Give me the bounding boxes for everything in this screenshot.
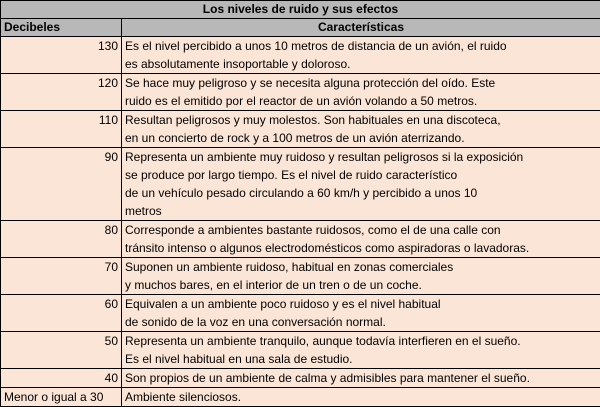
decibel-value: 130 bbox=[1, 37, 122, 74]
description-line: Es el nivel percibido a unos 10 metros de distancia de un avión, el ruido bbox=[125, 37, 597, 55]
decibel-value: 50 bbox=[1, 332, 122, 369]
description-line: Se hace muy peligroso y se necesita alguna protección del oído. Este bbox=[125, 74, 597, 92]
characteristic-description bbox=[122, 37, 600, 74]
description-line: Representa un ambiente tranquilo, aunque todavía interfieren en el sueño. bbox=[125, 332, 597, 350]
table-row bbox=[1, 332, 600, 369]
decibel-value: 120 bbox=[1, 74, 122, 111]
title-row bbox=[1, 1, 600, 19]
description-line: Representa un ambiente muy ruidoso y resultan peligrosos si la exposición bbox=[125, 148, 597, 166]
table-row bbox=[1, 221, 600, 258]
table-row bbox=[1, 295, 600, 332]
header-characteristics: Características bbox=[122, 19, 600, 37]
description-line: en un concierto de rock y a 100 metros de un avión aterrizando. bbox=[125, 129, 597, 147]
description-line: Equivalen a un ambiente poco ruidoso y es el nivel habitual bbox=[125, 295, 597, 313]
description-line: y muchos bares, en el interior de un tren o de un coche. bbox=[125, 276, 597, 294]
characteristic-description bbox=[122, 369, 600, 388]
table-row bbox=[1, 258, 600, 295]
characteristic-description bbox=[122, 295, 600, 332]
characteristic-description bbox=[122, 388, 600, 407]
header-row bbox=[1, 19, 600, 37]
decibel-value: 90 bbox=[1, 148, 122, 221]
decibel-value: 70 bbox=[1, 258, 122, 295]
header-decibels: Decibeles bbox=[1, 19, 122, 37]
table-row bbox=[1, 369, 600, 388]
decibel-value: 110 bbox=[1, 111, 122, 148]
description-line: Ambiente silenciosos. bbox=[125, 388, 597, 406]
description-line: se produce por largo tiempo. Es el nivel de ruido característico bbox=[125, 166, 597, 184]
table-row bbox=[1, 37, 600, 74]
description-line: Son propios de un ambiente de calma y admisibles para mantener el sueño. bbox=[125, 369, 597, 387]
description-line: tránsito intenso o algunos electrodomésticos como aspiradoras o lavadoras. bbox=[125, 239, 597, 257]
characteristic-description bbox=[122, 221, 600, 258]
description-line: ruido es el emitido por el reactor de un avión volando a 50 metros. bbox=[125, 92, 597, 110]
characteristic-description bbox=[122, 148, 600, 221]
characteristic-description bbox=[122, 74, 600, 111]
table-row bbox=[1, 74, 600, 111]
description-line: Es el nivel habitual en una sala de estudio. bbox=[125, 350, 597, 368]
table-row bbox=[1, 388, 600, 407]
description-line: de un vehículo pesado circulando a 60 km/h y percibido a unos 10 bbox=[125, 184, 597, 202]
table-body bbox=[1, 37, 600, 407]
table-row bbox=[1, 111, 600, 148]
decibel-value: 60 bbox=[1, 295, 122, 332]
description-line: de sonido de la voz en una conversación normal. bbox=[125, 313, 597, 331]
description-line: Corresponde a ambientes bastante ruidosos, como el de una calle con bbox=[125, 221, 597, 239]
table-title: Los niveles de ruido y sus efectos bbox=[1, 1, 600, 19]
table-row bbox=[1, 148, 600, 221]
description-line: metros bbox=[125, 202, 597, 220]
decibel-value: 80 bbox=[1, 221, 122, 258]
description-line: Resultan peligrosos y muy molestos. Son habituales en una discoteca, bbox=[125, 111, 597, 129]
description-line: Suponen un ambiente ruidoso, habitual en zonas comerciales bbox=[125, 258, 597, 276]
characteristic-description bbox=[122, 111, 600, 148]
decibel-value: 40 bbox=[1, 369, 122, 388]
characteristic-description bbox=[122, 332, 600, 369]
decibel-value: Menor o igual a 30 bbox=[1, 388, 122, 407]
description-line: es absolutamente insoportable y doloroso. bbox=[125, 55, 597, 73]
characteristic-description bbox=[122, 258, 600, 295]
